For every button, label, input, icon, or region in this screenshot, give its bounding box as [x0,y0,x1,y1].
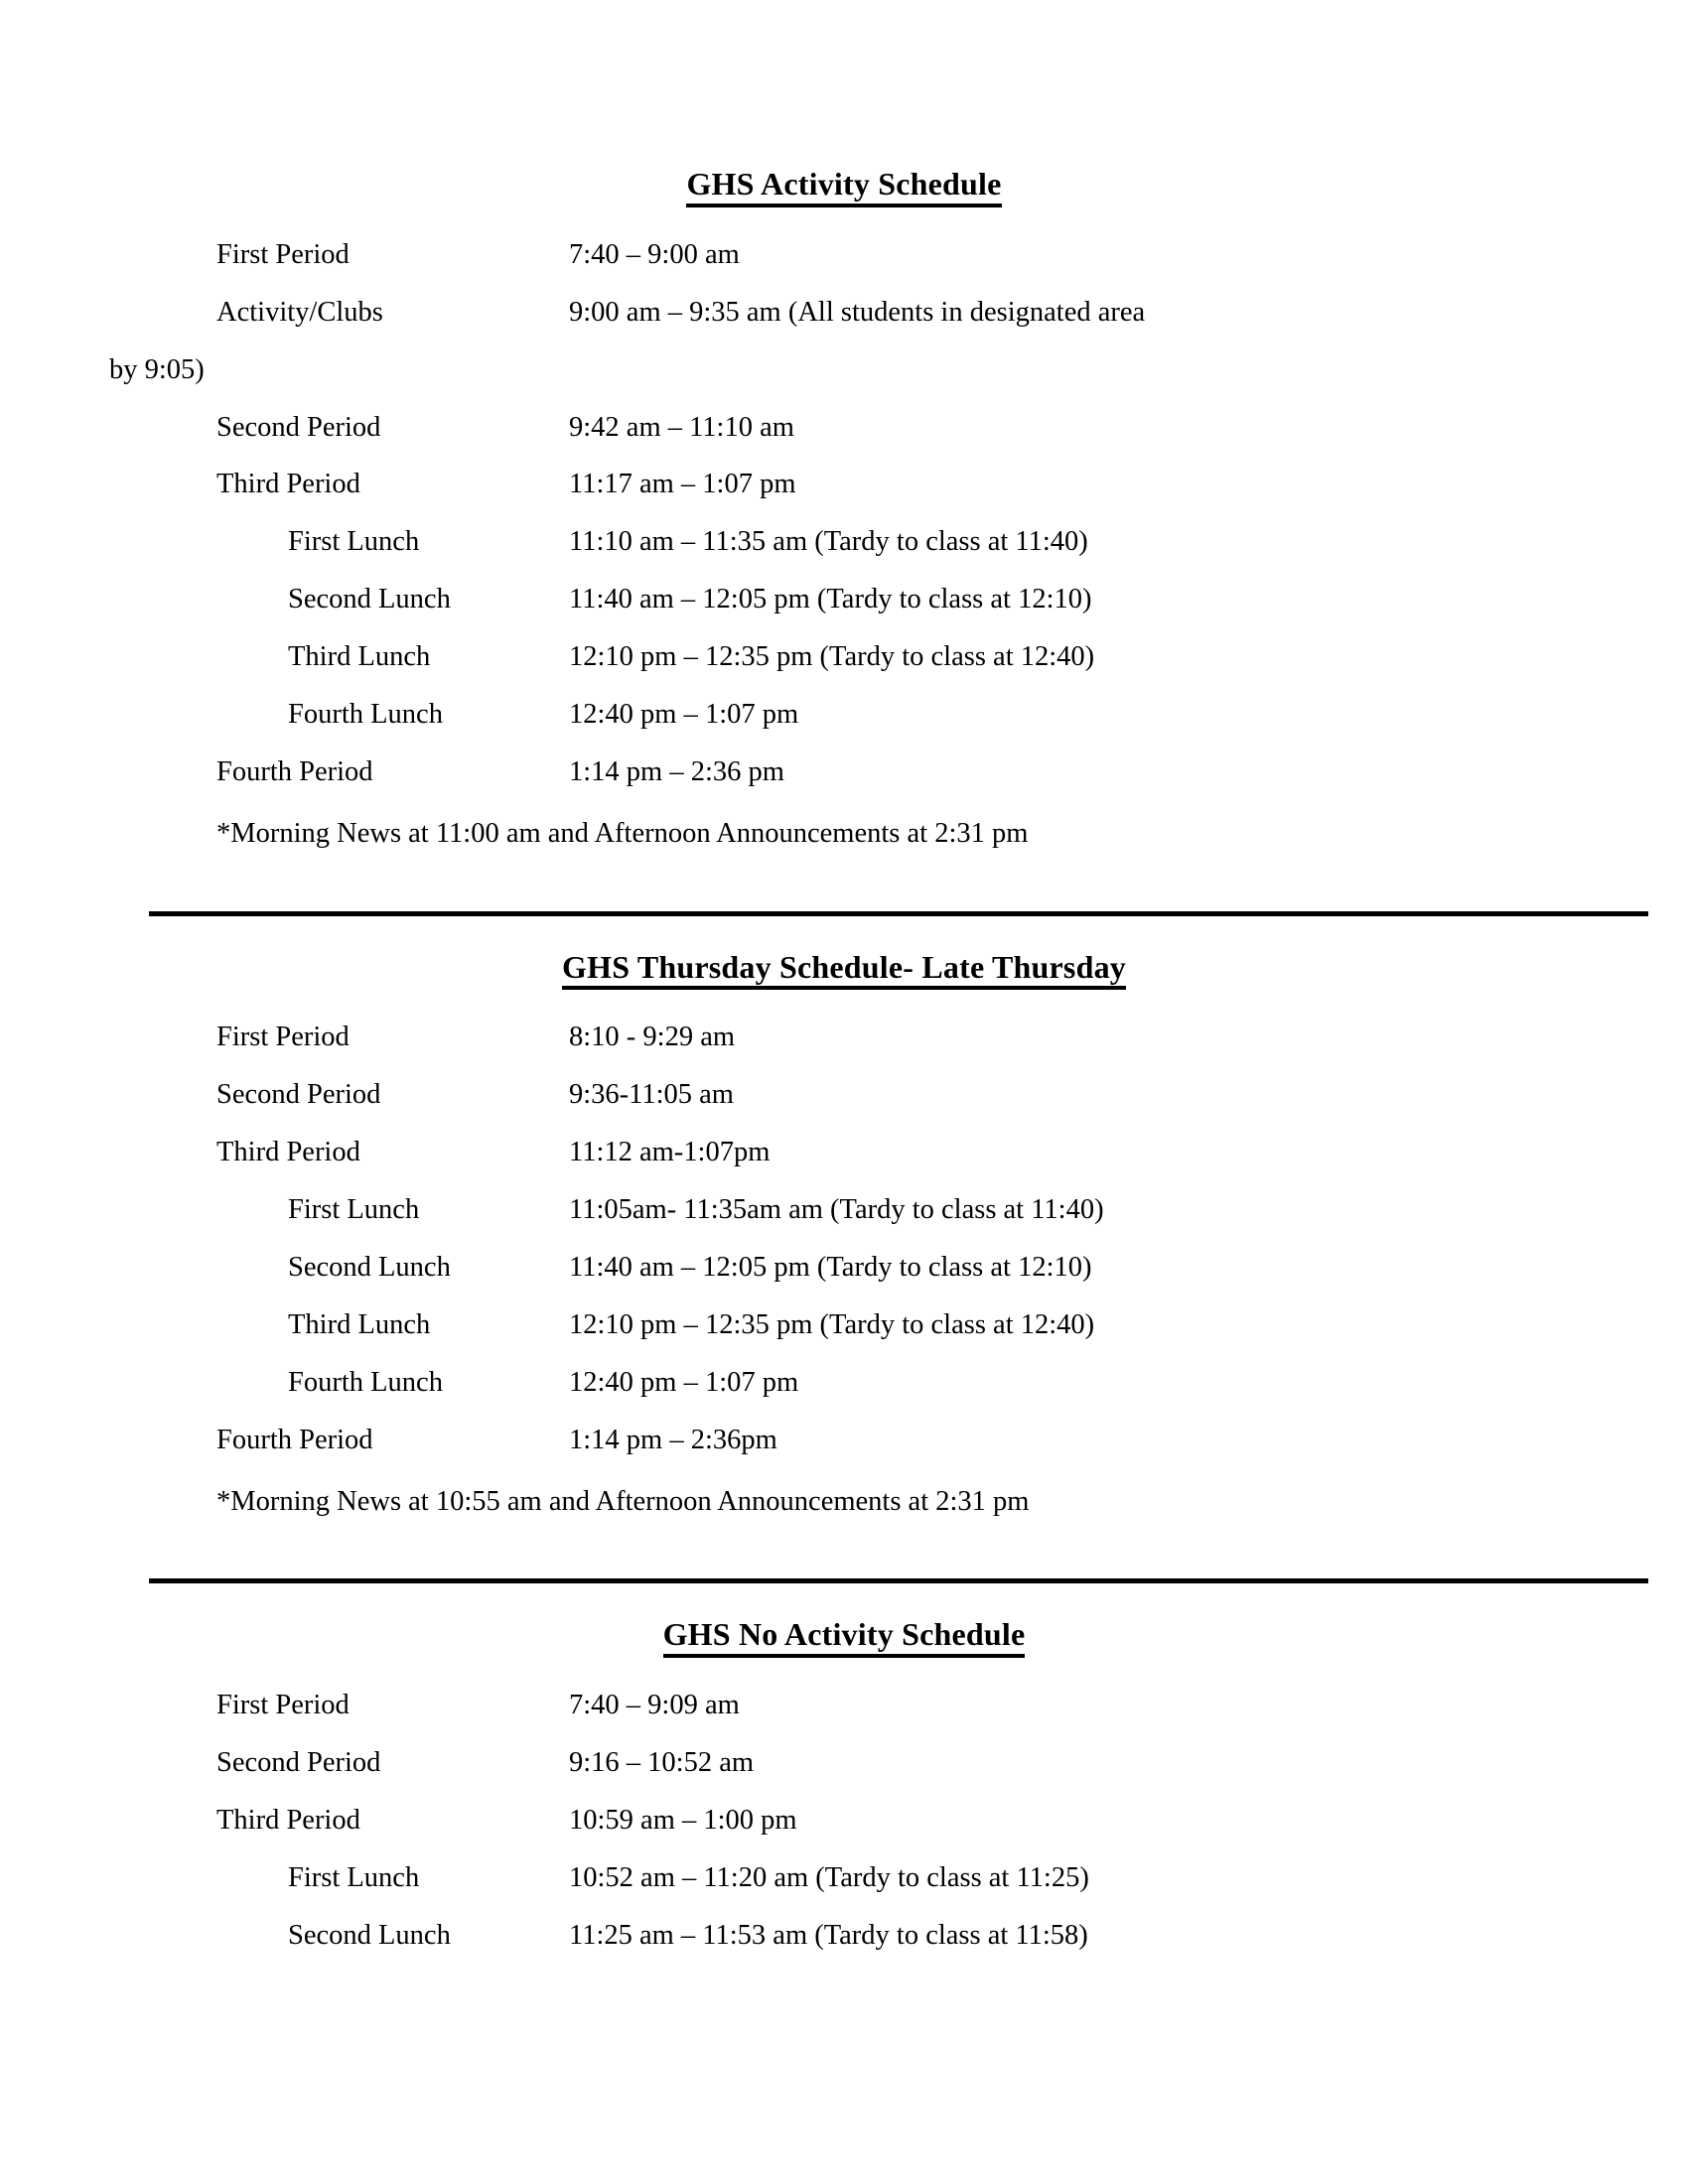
period-time: 7:40 – 9:00 am [569,238,740,270]
schedule-row [189,293,1499,333]
document-body [109,166,1499,1974]
schedule-row [189,1018,1499,1057]
spacer [189,916,1499,950]
lunch-label: Fourth Lunch [288,1366,443,1398]
schedule-row [189,1075,1499,1115]
schedule-row [189,1133,1499,1172]
schedule-row [189,408,1499,448]
section-title-wrap [189,950,1499,991]
period-time: 9:16 – 10:52 am [569,1747,755,1779]
section-title-wrap [189,1617,1499,1658]
schedule-section-thursday [189,950,1499,1522]
lunch-row [189,1305,1499,1345]
schedule-note: *Morning News at 10:55 am and Afternoon Announcements at 2:31 pm [216,1485,1030,1517]
period-label: First Period [216,1022,350,1053]
period-time: 11:12 am-1:07pm [569,1137,771,1168]
spacer [189,854,1499,911]
lunch-time: 10:52 am – 11:20 am (Tardy to class at 11:25) [569,1861,1089,1893]
period-label: Second Period [216,1747,381,1779]
schedule-note: *Morning News at 11:00 am and Afternoon Announcements at 2:31 pm [216,817,1029,849]
lunch-time: 12:10 pm – 12:35 pm (Tardy to class at 12:40) [569,641,1095,673]
period-time: 1:14 pm – 2:36pm [569,1424,777,1455]
schedule-row [189,1801,1499,1841]
lunch-row [189,1916,1499,1956]
schedule-row [189,1686,1499,1725]
lunch-row [189,637,1499,677]
schedule-row [189,752,1499,792]
period-time: 9:42 am – 11:10 am [569,411,794,443]
lunch-time: 12:40 pm – 1:07 pm [569,698,799,730]
period-label: First Period [216,1690,350,1721]
period-label: Third Period [216,1805,360,1837]
lunch-row [189,1858,1499,1898]
lunch-row [189,522,1499,562]
spacer [189,1583,1499,1617]
spacer [189,1521,1499,1578]
section-heading: GHS No Activity Schedule [663,1617,1026,1658]
schedule-row [189,465,1499,504]
period-time: 1:14 pm – 2:36 pm [569,755,784,787]
period-time-continuation: by 9:05) [109,353,205,385]
period-time: 9:36-11:05 am [569,1079,734,1111]
schedule-section-activity [109,166,1499,854]
lunch-time: 11:40 am – 12:05 pm (Tardy to class at 12:10) [569,584,1092,615]
section-heading: GHS Activity Schedule [686,167,1001,207]
period-time: 8:10 - 9:29 am [569,1022,736,1053]
period-label: Activity/Clubs [216,296,383,328]
period-label: Fourth Period [216,1424,373,1455]
lunch-label: Fourth Lunch [288,698,443,730]
schedule-row [189,1743,1499,1783]
lunch-row [189,695,1499,735]
lunch-time: 11:25 am – 11:53 am (Tardy to class at 11:58) [569,1919,1088,1951]
lunch-label: Third Lunch [288,641,431,673]
lunch-label: Third Lunch [288,1308,431,1340]
section-heading: GHS Thursday Schedule- Late Thursday [562,950,1126,991]
lunch-label: First Lunch [288,1861,420,1893]
period-label: Second Period [216,411,381,443]
lunch-label: First Lunch [288,526,420,558]
period-time: 10:59 am – 1:00 pm [569,1805,797,1837]
section-title-wrap [189,167,1499,207]
lunch-label: Second Lunch [288,1919,451,1951]
schedule-section-no-activity [189,1617,1499,1955]
period-label: Fourth Period [216,755,373,787]
lunch-time: 11:05am- 11:35am am (Tardy to class at 11:40) [569,1194,1104,1226]
lunch-label: Second Lunch [288,1252,451,1284]
lunch-row [189,1248,1499,1288]
period-label: Third Period [216,1137,360,1168]
lunch-time: 12:40 pm – 1:07 pm [569,1366,799,1398]
period-label: First Period [216,238,350,270]
lunch-time: 11:10 am – 11:35 am (Tardy to class at 11:40) [569,526,1088,558]
period-label: Third Period [216,469,360,500]
period-label: Second Period [216,1079,381,1111]
lunch-row [189,1190,1499,1230]
lunch-time: 11:40 am – 12:05 pm (Tardy to class at 12:10) [569,1252,1092,1284]
lunch-row [189,1363,1499,1403]
schedule-row [189,235,1499,275]
lunch-label: First Lunch [288,1194,420,1226]
period-time: 9:00 am – 9:35 am (All students in designated area [569,296,1146,328]
lunch-label: Second Lunch [288,584,451,615]
period-time: 7:40 – 9:09 am [569,1690,740,1721]
period-time: 11:17 am – 1:07 pm [569,469,796,500]
lunch-row [189,580,1499,619]
lunch-time: 12:10 pm – 12:35 pm (Tardy to class at 12:40) [569,1308,1095,1340]
schedule-row [189,1421,1499,1460]
